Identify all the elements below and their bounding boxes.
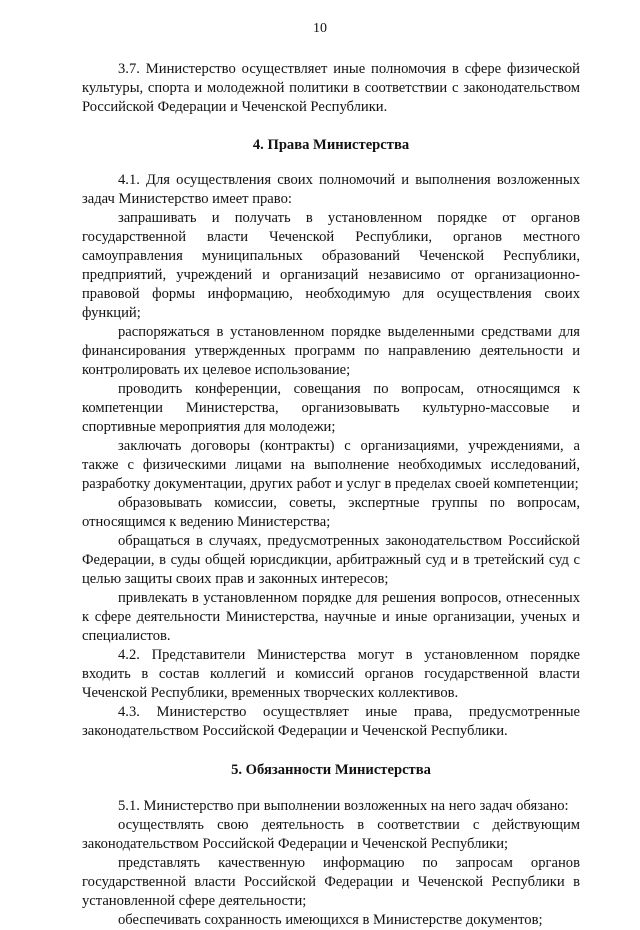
right-manage-funds: распоряжаться в установленном порядке выделенными средствами для финансирования утвержденных программ по направлению деятельности и контролировать их целевое использование; [82, 324, 580, 378]
clause-4-2: 4.2. Представители Министерства могут в установленном порядке входить в состав коллегий и комиссий органов государственной власти Чеченской Республики, временных творческих коллективов. [82, 647, 580, 701]
clause-4-1: 4.1. Для осуществления своих полномочий и выполнения возложенных задач Министерство имеет право: [82, 172, 580, 207]
page-number: 10 [313, 21, 327, 36]
section-5-heading: 5. Обязанности Министерства [231, 762, 431, 778]
right-involve-organizations: привлекать в установленном порядке для решения вопросов, отнесенных к сфере деятельности Министерства, научные и иные организации, ученых и специалистов. [82, 590, 580, 644]
right-appeal-courts: обращаться в случаях, предусмотренных законодательством Российской Федерации, в суды общей юрисдикции, арбитражный суд и в третейский суд с целью защиты своих прав и законных интересов; [82, 533, 580, 587]
duty-preserve-documents: обеспечивать сохранность имеющихся в Министерстве документов; [118, 912, 543, 928]
duty-provide-information: представлять качественную информацию по запросам органов государственной власти Российской Федерации и Чеченской Республики в установленной сфере деятельности; [82, 855, 580, 909]
section-4-heading: 4. Права Министерства [252, 137, 410, 153]
document-body [82, 60, 580, 930]
clause-5-1: 5.1. Министерство при выполнении возложенных на него задач обязано: [118, 798, 569, 814]
right-hold-conferences: проводить конференции, совещания по вопросам, относящимся к компетенции Министерства, организовывать культурно-массовые и спортивные мероприятия для молодежи; [82, 381, 580, 435]
duty-comply-legislation: осуществлять свою деятельность в соответствии с действующим законодательством Российской Федерации и Чеченской Республики; [82, 817, 580, 852]
right-form-commissions: образовывать комиссии, советы, экспертные группы по вопросам, относящимся к ведению Министерства; [82, 495, 580, 530]
right-request-information: запрашивать и получать в установленном порядке от органов государственной власти Чеченской Республики, органов местного самоуправления муниципальных образований Чеченской Республики, предприятий, учреждений и организаций независимо от организационно-правовой формы информацию, необходимую для осуществления своих функций; [82, 210, 580, 321]
clause-4-3: 4.3. Министерство осуществляет иные права, предусмотренные законодательством Российской Федерации и Чеченской Республики. [82, 704, 580, 739]
clause-3-7: 3.7. Министерство осуществляет иные полномочия в сфере физической культуры, спорта и молодежной политики в соответствии с законодательством Российской Федерации и Чеченской Республики. [82, 61, 580, 115]
right-conclude-contracts: заключать договоры (контракты) с организациями, учреждениями, а также с физическими лицами на выполнение необходимых исследований, разработку документации, других работ и услуг в пределах своей компетенции; [82, 438, 580, 492]
